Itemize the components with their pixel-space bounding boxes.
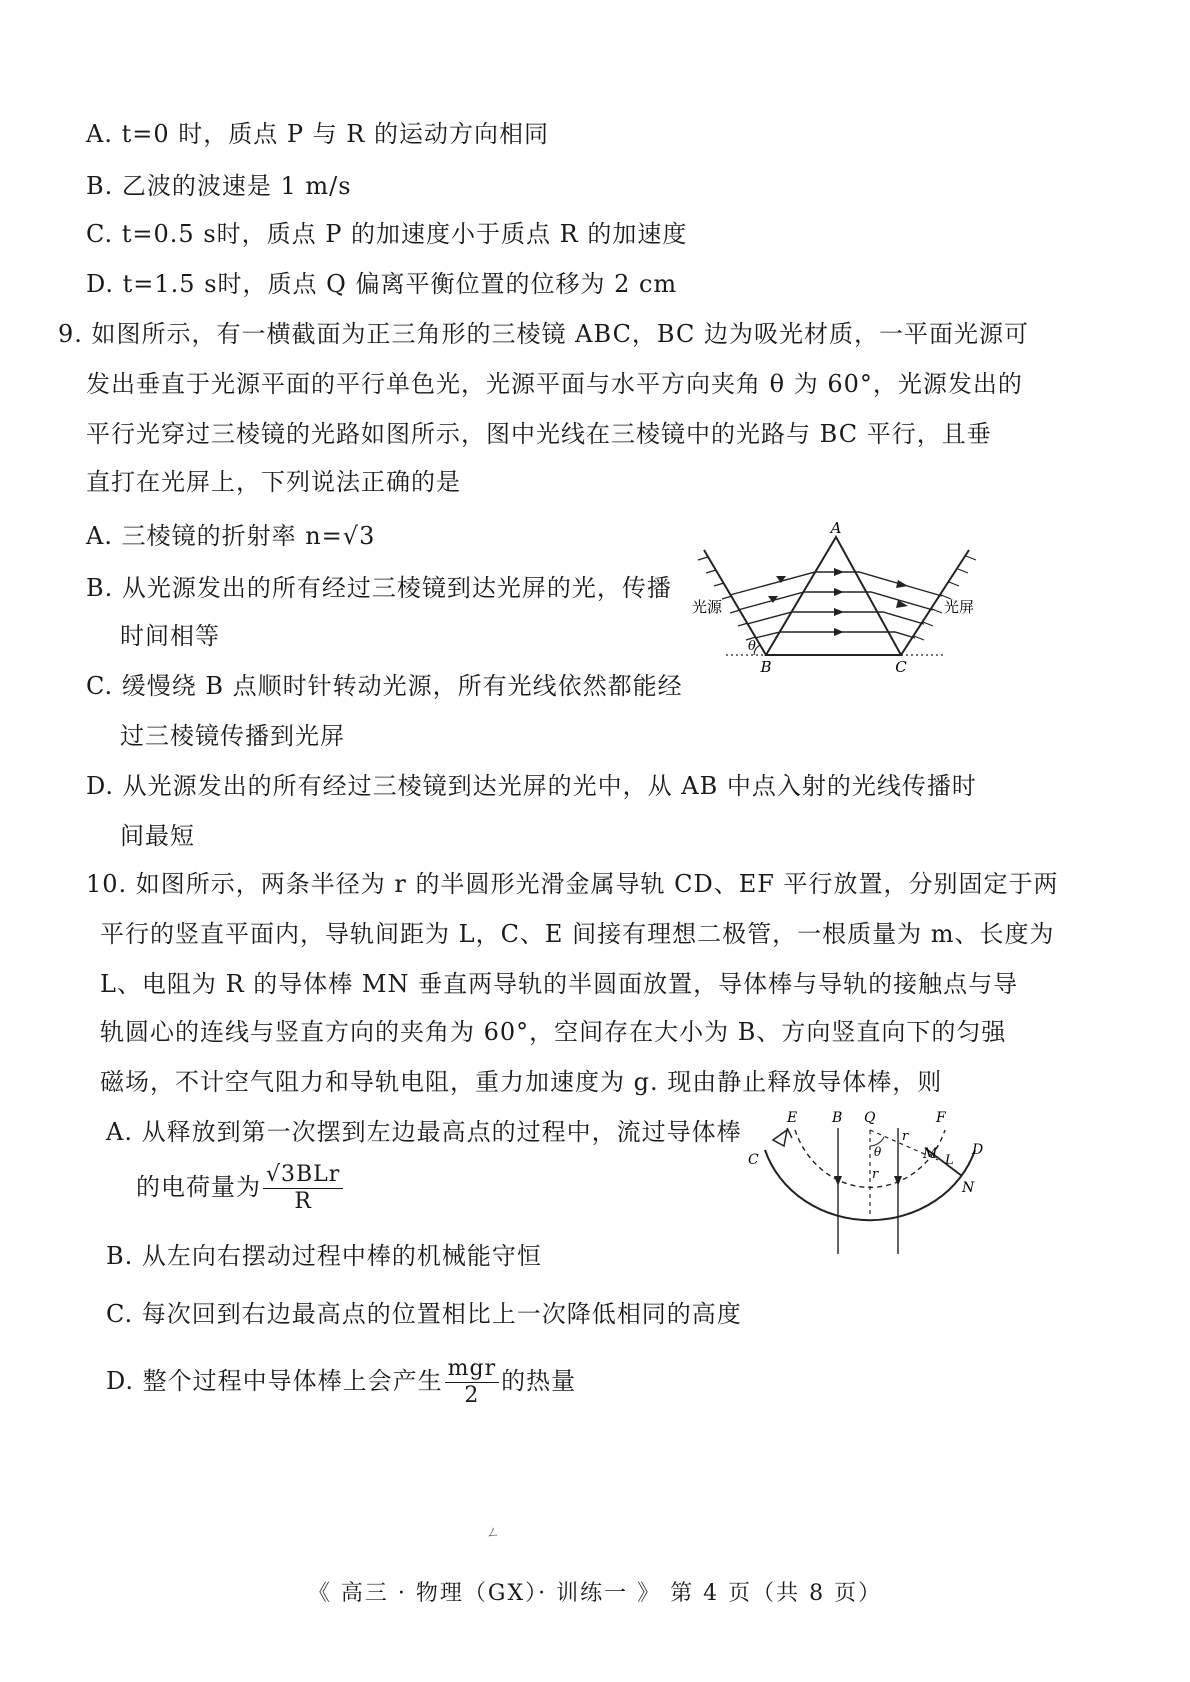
q9-option-c-line-1: C. 缓慢绕 B 点顺时针转动光源，所有光线依然都能经 <box>86 672 683 700</box>
label-a: A <box>830 520 842 537</box>
q9-stem-line-1: 9. 如图所示，有一横截面为正三角形的三棱镜 ABC，BC 边为吸光材质，一平面光源可 <box>58 320 1030 348</box>
q10-option-a-prefix: 的电荷量为 <box>136 1173 261 1201</box>
q9-option-b-line-2: 时间相等 <box>120 622 220 650</box>
q9-stem-line-2: 发出垂直于光源平面的平行单色光，光源平面与水平方向夹角 θ 为 60°，光源发出的 <box>86 370 1023 398</box>
q9-option-d-line-1: D. 从光源发出的所有经过三棱镜到达光屏的光中，从 AB 中点入射的光线传播时 <box>86 772 977 800</box>
q10-option-d-denominator: 2 <box>464 1383 480 1408</box>
q9-option-a: A. 三棱镜的折射率 n=√3 <box>86 522 376 550</box>
q10-option-d-prefix: D. 整个过程中导体棒上会产生 <box>106 1367 443 1395</box>
label-c: C <box>748 1152 759 1168</box>
prism-triangle <box>766 537 901 655</box>
q9-option-b-line-1: B. 从光源发出的所有经过三棱镜到达光屏的光，传播 <box>86 574 672 602</box>
q10-option-a-fraction <box>263 1162 343 1215</box>
rail-cd <box>765 1150 975 1220</box>
q10-stem-line-1: 10. 如图所示，两条半径为 r 的半圆形光滑金属导轨 CD、EF 平行放置，分别固定于两 <box>86 870 1059 898</box>
label-light-source: 光源 <box>692 598 723 616</box>
q10-option-a-numerator: √3BLr <box>263 1162 343 1189</box>
q8-option-b: B. 乙波的波速是 1 m/s <box>86 172 352 200</box>
q8-option-d: D. t=1.5 s时，质点 Q 偏离平衡位置的位移为 2 cm <box>86 270 678 298</box>
light-rays <box>730 572 942 638</box>
prism-diagram <box>686 520 986 685</box>
q9-stem-line-3: 平行光穿过三棱镜的光路如图所示，图中光线在三棱镜中的光路与 BC 平行，且垂 <box>86 420 992 448</box>
label-r-top: r <box>902 1129 909 1144</box>
page-scan-mark: ㄥ <box>486 1525 500 1541</box>
q10-option-a-denominator: R <box>294 1189 312 1214</box>
q10-option-b: B. 从左向右摆动过程中棒的机械能守恒 <box>106 1242 542 1270</box>
q10-option-d-fraction <box>445 1356 499 1409</box>
label-light-screen: 光屏 <box>944 598 975 616</box>
label-f: F <box>936 1110 946 1126</box>
q10-stem-line-4: 轨圆心的连线与竖直方向的夹角为 60°，空间存在大小为 B、方向竖直向下的匀强 <box>100 1018 1007 1046</box>
label-q: Q <box>864 1110 876 1126</box>
label-m: M <box>923 1146 938 1162</box>
rail-diagram <box>740 1106 990 1258</box>
ray-arrowheads <box>768 568 908 636</box>
label-theta: θ <box>748 639 756 654</box>
q10-option-a-line-2 <box>136 1162 345 1222</box>
q9-option-d-line-2: 间最短 <box>120 822 195 850</box>
label-theta: θ <box>874 1145 882 1159</box>
q10-stem-line-2: 平行的竖直平面内，导轨间距为 L，C、E 间接有理想二极管，一根质量为 m、长度为 <box>100 920 1055 948</box>
label-r-vertical: r <box>872 1167 879 1182</box>
label-l: L <box>945 1153 954 1168</box>
q10-option-a-line-1: A. 从释放到第一次摆到左边最高点的过程中，流过导体棒 <box>106 1118 742 1146</box>
label-b: B <box>760 658 772 676</box>
label-c: C <box>895 658 907 676</box>
diode-icon <box>773 1130 787 1146</box>
q9-option-c-line-2: 过三棱镜传播到光屏 <box>120 722 345 750</box>
q10-option-d-suffix: 的热量 <box>501 1367 577 1395</box>
q9-stem-line-4: 直打在光屏上，下列说法正确的是 <box>86 468 461 496</box>
q10-option-d <box>106 1356 576 1416</box>
label-e: E <box>787 1110 798 1126</box>
label-n: N <box>962 1180 975 1196</box>
q10-stem-line-3: L、电阻为 R 的导体棒 MN 垂直两导轨的半圆面放置，导体棒与导轨的接触点与导 <box>100 970 1019 998</box>
label-d: D <box>972 1142 984 1158</box>
page-footer: 《 高三 · 物理（GX）· 训练一 》 第 4 页（共 8 页） <box>307 1581 883 1606</box>
q10-option-d-numerator: mgr <box>445 1356 499 1383</box>
q8-option-a: A. t=0 时，质点 P 与 R 的运动方向相同 <box>86 120 549 148</box>
label-b: B <box>832 1110 843 1126</box>
q8-option-c: C. t=0.5 s时，质点 P 的加速度小于质点 R 的加速度 <box>86 220 688 248</box>
q10-stem-line-5: 磁场，不计空气阻力和导轨电阻，重力加速度为 g. 现由静止释放导体棒，则 <box>100 1068 943 1096</box>
q10-option-c: C. 每次回到右边最高点的位置相比上一次降低相同的高度 <box>106 1300 742 1328</box>
